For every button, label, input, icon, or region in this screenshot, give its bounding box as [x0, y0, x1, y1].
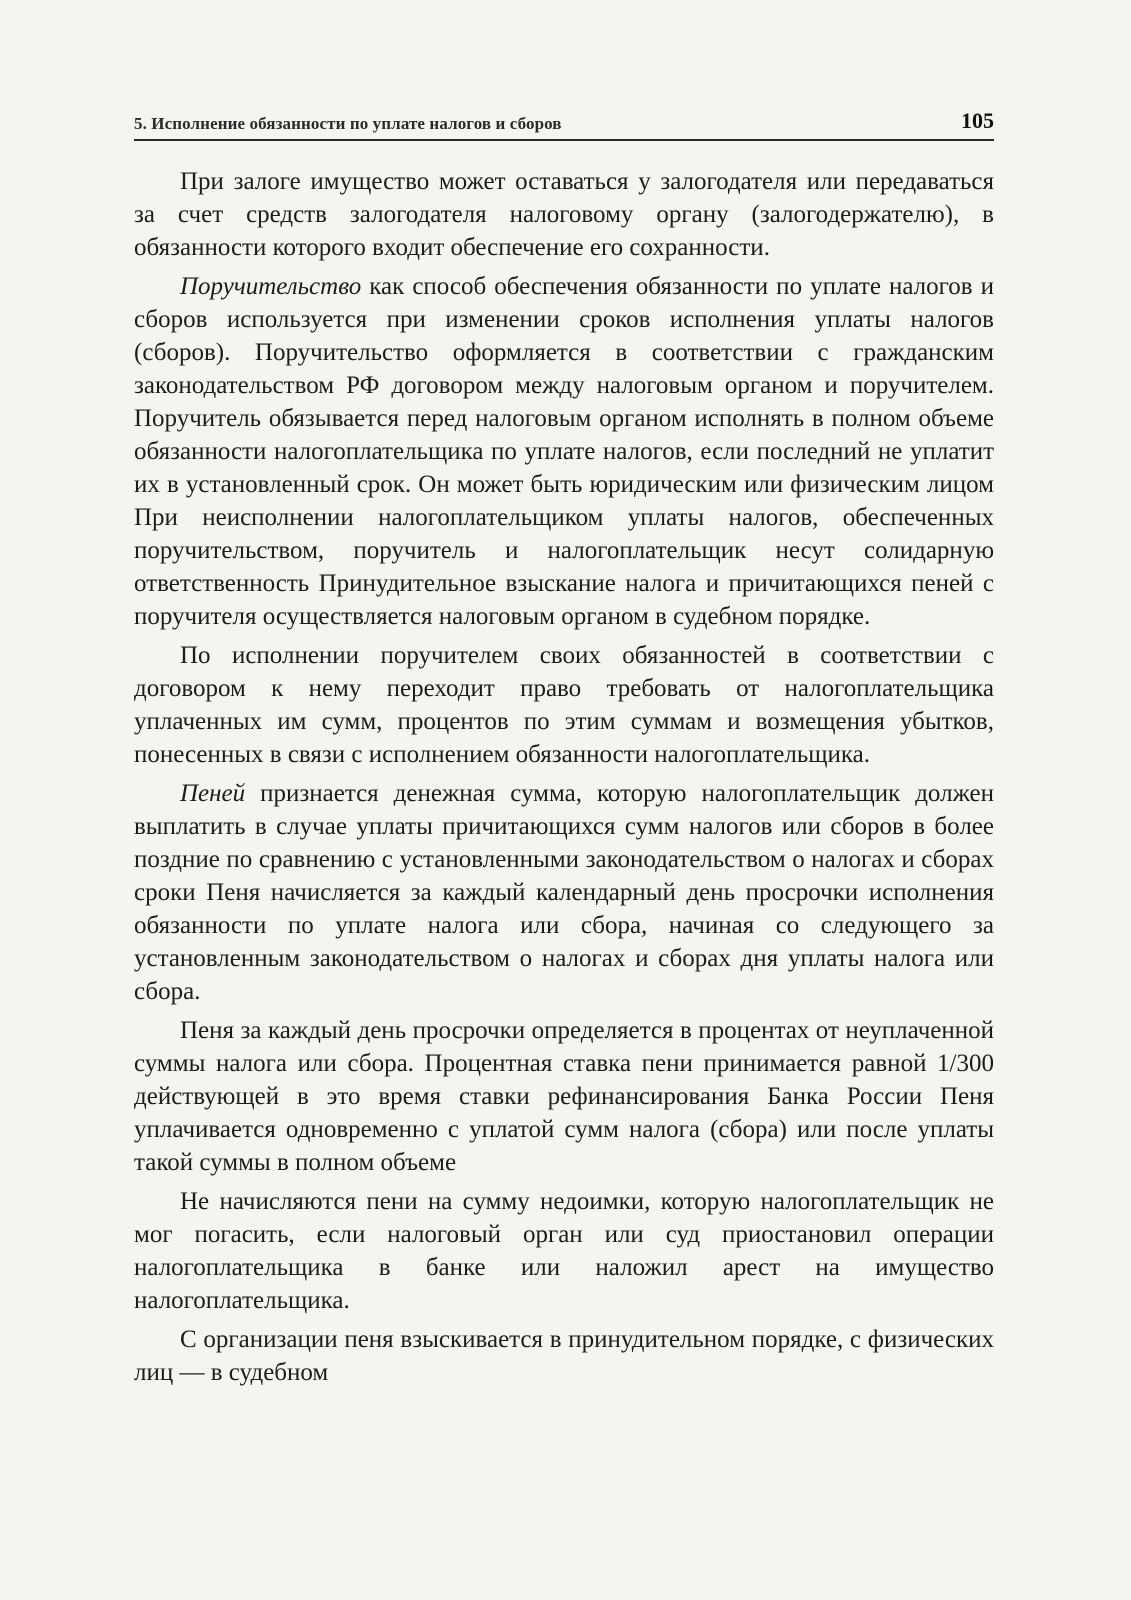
paragraph-surety: Поручительство как способ обеспечения обязанности по уплате налогов и сборов используется при изменении сроков исполнения уплаты налогов (сборов). Поручительство оформляется в соответствии с гражданским законодательством РФ договором между налоговым органом и поручителем. Поручитель обязывается перед налоговым органом исполнять в полном объеме обязанности налогоплательщика по уплате налогов, если последний не уплатит их в установленный срок. Он может быть юридическим или физическим лицом При неисполнении налогоплательщиком уплаты налогов, обеспеченных поручительством, поручитель и налогоплательщик несут солидарную ответственность Принудительное взыскание налога и причитающихся пеней с поручителя осуществляется налоговым органом в судебном порядке.: [134, 273, 994, 630]
chapter-title: 5. Исполнение обязанности по уплате налогов и сборов: [134, 114, 562, 133]
paragraph-penalty-rate: Пеня за каждый день просрочки определяется в процентах от неуплаченной суммы налога или сбора. Процентная ставка пени принимается равной 1/300 действующей в это время ставки рефинансирования Банка России Пеня уплачивается одновременно с уплатой сумм налога (сбора) или после уплаты такой суммы в полном объеме: [134, 1017, 994, 1176]
paragraph-surety-rights: По исполнении поручителем своих обязанностей в соответствии с договором к нему переходит право требовать от налогоплательщика уплаченных им сумм, процентов по этим суммам и возмещения убытков, понесенных в связи с исполнением обязанности налогоплательщика.: [134, 642, 994, 768]
paragraph-pledge: При залоге имущество может оставаться у залогодателя или передаваться за счет средств залогодателя налоговому органу (залогодержателю), в обязанности которого входит обеспечение его сохранности.: [134, 168, 994, 261]
term-surety: Поручительство: [180, 273, 362, 300]
term-penalty: Пеней: [180, 780, 246, 807]
paragraph-penalty-exemption: Не начисляются пени на сумму недоимки, которую налогоплательщик не мог погасить, если налоговый орган или суд приостановил операции налогоплательщика в банке или наложил арест на имущество налогоплательщика.: [134, 1188, 994, 1314]
running-header: [134, 108, 994, 141]
book-page: [134, 108, 994, 1395]
body-text: [134, 165, 994, 1389]
paragraph-penalty-collection: С организации пеня взыскивается в принудительном порядке, с физических лиц — в судебном: [134, 1326, 994, 1386]
page-number: 105: [961, 108, 994, 133]
paragraph-penalty-definition: Пеней признается денежная сумма, которую налогоплательщик должен выплатить в случае уплаты причитающихся сумм налогов или сборов в более поздние по сравнению с установленными законодательством о налогах и сборах сроки Пеня начисляется за каждый календарный день просрочки исполнения обязанности по уплате налога или сбора, начиная со следующего за установленным законодательством о налогах и сборах дня уплаты налога или сбора.: [134, 780, 994, 1005]
